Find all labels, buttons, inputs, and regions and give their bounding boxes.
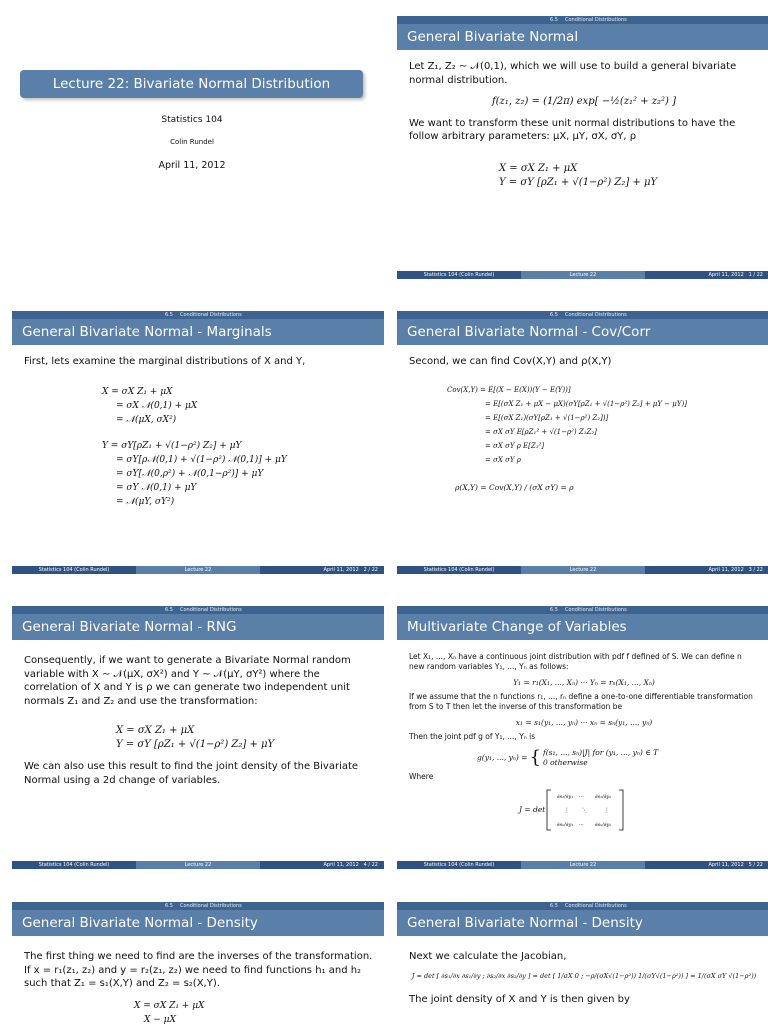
slide-text: We can also use this result to find the joint density of the Bivariate Normal using a 2d change of variables. <box>24 761 359 786</box>
slide-text: If we assume that the n functions r₁, ..., rₙ define a one-to-one differentiable transformation from S to T then let the inverse of this transformation be <box>409 692 753 711</box>
section-bar <box>397 311 768 319</box>
section-name: Conditional Distributions <box>180 903 242 909</box>
equation-line: Cov(X,Y) = E[(X − E(X))(Y − E(Y))] <box>447 385 571 394</box>
section-number: 6.5 <box>165 903 173 909</box>
footer-page: 2 / 22 <box>363 567 378 573</box>
slide-title: General Bivariate Normal - Cov/Corr <box>397 319 768 345</box>
equation-line: X = σX Z₁ + μX <box>134 1000 205 1011</box>
slide-density-jacobian <box>397 902 768 1024</box>
svg-text:∂sₙ/∂y₁: ∂sₙ/∂y₁ <box>557 822 574 828</box>
svg-text:···: ··· <box>579 822 585 828</box>
equation-rho: ρ(X,Y) = Cov(X,Y) / (σX σY) = ρ <box>455 482 574 492</box>
section-number: 6.5 <box>165 312 173 318</box>
equation-y: Y = σY [ρZ₁ + √(1−ρ²) Z₂] + μY <box>499 176 658 188</box>
section-number: 6.5 <box>165 607 173 613</box>
slide-marginals <box>12 311 384 591</box>
slide-cov-corr <box>397 311 768 591</box>
slide-text: First, lets examine the marginal distributions of X and Y, <box>24 356 306 367</box>
svg-text:∂s₁/∂yₙ: ∂s₁/∂yₙ <box>595 794 612 800</box>
equation-y: Y = σY [ρZ₁ + √(1−ρ²) Z₂] + μY <box>116 739 275 750</box>
equation-line: = 𝒩(μX, σX²) <box>116 414 177 425</box>
footer-lecture: Lecture 22 <box>521 861 645 869</box>
slide-title: General Bivariate Normal - Density <box>12 910 384 936</box>
equation-forward: Y₁ = r₁(X₁, ..., Xₙ) ··· Yₙ = rₙ(X₁, ..., Xₙ) <box>513 678 655 687</box>
slide-text: We want to transform these unit normal distributions to have the follow arbitrary parameters: μX, μY, σX, σY, ρ <box>409 117 736 142</box>
footer-date-page <box>645 271 768 279</box>
footer-lecture: Lecture 22 <box>521 271 645 279</box>
footer-page: 4 / 22 <box>363 862 378 868</box>
section-number: 6.5 <box>550 312 558 318</box>
slide-text: Let X₁, ..., Xₙ have a continuous joint distribution with pdf f defined of S. We can define n new random variables Y₁, ..., Yₙ as follows: <box>409 652 742 671</box>
footer-date: April 11, 2012 <box>708 272 744 278</box>
equation-pdf-case1: f(s₁, ..., sₙ)|J| for (y₁, ..., yₙ) ∈ T <box>542 748 659 757</box>
slide-text: Then the joint pdf g of Y₁, ..., Yₙ is <box>409 732 536 741</box>
svg-text:···: ··· <box>579 794 585 800</box>
slide-footer <box>397 271 768 279</box>
footer-page: 1 / 22 <box>748 272 763 278</box>
equation-x: X = σX Z₁ + μX <box>499 162 578 174</box>
equation-line: X = σX Z₁ + μX <box>102 386 173 397</box>
slide-text: Consequently, if we want to generate a Bivariate Normal random variable with X ∼ 𝒩(μX, σX²) and Y ∼ 𝒩(μY, σY²) where the correlation of X and Y is ρ we can generate two independent unit normals Z₁ and Z₂ and use the transformation: <box>24 655 351 707</box>
slide-footer <box>12 566 384 574</box>
slide-footer <box>397 566 768 574</box>
footer-date-page <box>645 566 768 574</box>
slide-text: Second, we can find Cov(X,Y) and ρ(X,Y) <box>409 356 612 367</box>
slide-text: Let Z₁, Z₂ ∼ 𝒩(0,1), which we will use to build a general bivariate normal distribution. <box>409 61 737 86</box>
equation-pdf: f(z₁, z₂) = (1/2π) exp[ −½(z₁² + z₂²) ] <box>491 96 677 107</box>
slide-text: The first thing we need to find are the inverses of the transformation. If x = r₁(z₁, z₂) and y = r₂(z₁, z₂) we need to find functions h₁ and h₂ such that Z₁ = s₁(X,Y) and Z₂ = s₂(X,Y). <box>24 951 373 989</box>
equation-line: X − μX <box>144 1014 176 1024</box>
footer-page: 3 / 22 <box>748 567 763 573</box>
slide-change-of-variables: 6.5 Conditional Distributions Multivariate Change of Variables Let X₁, ..., Xₙ have a continuous joint distribution with pdf f defined of S. We can define n new random variables Y₁, ..., Yₙ as follows: Y₁ = r₁(X₁, ..., Xₙ) ··· Yₙ = rₙ(X₁, ..., Xₙ) If we assume that the n functions r₁, ..., rₙ define a one-to-one differentiable transformation from S to T then let the inverse of this transformation be x₁ = s₁(y₁, ..., yₙ) ··· xₙ = sₙ(y₁, ..., yₙ) Then the joint pdf g of Y₁, ..., Yₙ is g(y₁, ..., yₙ) = { f(s₁, ..., sₙ)|J| for (y₁, ..., yₙ) ∈ T 0 otherwise Where J = det ∂s₁/∂y₁ ··· ∂s₁/∂yₙ ⋮ ⋱ ⋮ ∂sₙ/∂y₁ ··· ∂sₙ/∂yₙ Statistics 104 (Colin Rundel) Lecture 22 April 11, 2012 5 / 22 <box>397 606 768 886</box>
equation-pdf-case2: 0 otherwise <box>542 758 588 767</box>
equation-line: = σY 𝒩(0,1) + μY <box>116 482 197 493</box>
equation-pdf-lhs: g(y₁, ..., yₙ) = <box>477 753 528 762</box>
equation-line: = σX 𝒩(0,1) + μX <box>116 400 198 411</box>
section-bar <box>397 16 768 24</box>
footer-date: April 11, 2012 <box>323 862 359 868</box>
section-bar <box>397 606 768 614</box>
equation-jacobian: J = det [ ∂s₁/∂x ∂s₁/∂y ; ∂s₂/∂x ∂s₂/∂y ] = det [ 1/σX 0 ; −ρ/(σX√(1−ρ²)) 1/(σY√(1−ρ²)) ] = 1/(σX σY √(1−ρ²)) <box>411 971 757 980</box>
svg-text:⋮: ⋮ <box>563 807 570 814</box>
section-bar <box>12 311 384 319</box>
section-number: 6.5 <box>550 17 558 23</box>
slide-text: The joint density of X and Y is then given by <box>409 994 630 1005</box>
equation-line: = σX σY ρ <box>485 455 521 464</box>
slide-text: Where <box>409 772 434 781</box>
section-name: Conditional Distributions <box>180 312 242 318</box>
slide-title: General Bivariate Normal - RNG <box>12 614 384 640</box>
equation-inverse: x₁ = s₁(y₁, ..., yₙ) ··· xₙ = sₙ(y₁, ..., yₙ) <box>515 718 653 727</box>
footer-author: Statistics 104 (Colin Rundel) <box>397 566 521 574</box>
section-name: Conditional Distributions <box>565 312 627 318</box>
course-name: Statistics 104 <box>161 115 223 125</box>
footer-lecture: Lecture 22 <box>136 566 260 574</box>
svg-text:∂s₁/∂y₁: ∂s₁/∂y₁ <box>557 794 574 800</box>
equation-x: X = σX Z₁ + μX <box>116 725 195 736</box>
equation-line: = σX σY E[ρZ₁² + √(1−ρ²) Z₁Z₂] <box>485 427 597 436</box>
slide-title: Multivariate Change of Variables <box>397 614 768 640</box>
title-slide <box>12 16 384 296</box>
footer-author: Statistics 104 (Colin Rundel) <box>12 566 136 574</box>
jacobian-label: J = det <box>519 805 546 814</box>
footer-page: 5 / 22 <box>748 862 763 868</box>
section-number: 6.5 <box>550 903 558 909</box>
slide-rng <box>12 606 384 886</box>
equation-line: = σY[ρ𝒩(0,1) + √(1−ρ²) 𝒩(0,1)] + μY <box>116 454 287 465</box>
slide-footer <box>12 861 384 869</box>
slide-title: General Bivariate Normal <box>397 24 768 50</box>
section-bar <box>12 606 384 614</box>
section-name: Conditional Distributions <box>565 17 627 23</box>
footer-date-page <box>645 861 768 869</box>
equation-line: = E[(σX Z₁)(σY[ρZ₁ + √(1−ρ²) Z₂])] <box>485 413 609 422</box>
svg-text:⋮: ⋮ <box>603 807 610 814</box>
equation-line: = 𝒩(μY, σY²) <box>116 496 175 507</box>
section-number: 6.5 <box>550 607 558 613</box>
equation-line: = σY[𝒩(0,ρ²) + 𝒩(0,1−ρ²)] + μY <box>116 468 264 479</box>
slide-text: Next we calculate the Jacobian, <box>409 951 567 962</box>
slide-density-inverse <box>12 902 384 1024</box>
equation-line: Y = σY[ρZ₁ + √(1−ρ²) Z₂] + μY <box>102 440 242 451</box>
svg-text:∂sₙ/∂yₙ: ∂sₙ/∂yₙ <box>595 822 612 828</box>
jacobian-matrix <box>545 788 625 832</box>
lecture-date: April 11, 2012 <box>158 160 226 171</box>
equation-line: = σX σY ρ E[Z₁²] <box>485 441 545 450</box>
slide-title: General Bivariate Normal - Density <box>397 910 768 936</box>
footer-author: Statistics 104 (Colin Rundel) <box>12 861 136 869</box>
footer-date-page <box>260 566 384 574</box>
svg-text:⋱: ⋱ <box>581 807 588 814</box>
footer-author: Statistics 104 (Colin Rundel) <box>397 861 521 869</box>
slide-footer <box>397 861 768 869</box>
footer-date-page <box>260 861 384 869</box>
section-name: Conditional Distributions <box>565 607 627 613</box>
footer-lecture: Lecture 22 <box>521 566 645 574</box>
section-bar <box>397 902 768 910</box>
footer-date: April 11, 2012 <box>708 567 744 573</box>
footer-author: Statistics 104 (Colin Rundel) <box>397 271 521 279</box>
section-bar <box>12 902 384 910</box>
section-name: Conditional Distributions <box>180 607 242 613</box>
equation-line: = E[(σX Z₁ + μX − μX)(σY[ρZ₁ + √(1−ρ²) Z₂] + μY − μY)] <box>485 399 687 408</box>
footer-date: April 11, 2012 <box>323 567 359 573</box>
section-name: Conditional Distributions <box>565 903 627 909</box>
author-name: Colin Rundel <box>170 138 214 146</box>
footer-date: April 11, 2012 <box>708 862 744 868</box>
lecture-title: Lecture 22: Bivariate Normal Distribution <box>20 70 363 98</box>
slide-general-bivariate-normal <box>397 16 768 296</box>
slide-title: General Bivariate Normal - Marginals <box>12 319 384 345</box>
footer-lecture: Lecture 22 <box>136 861 260 869</box>
